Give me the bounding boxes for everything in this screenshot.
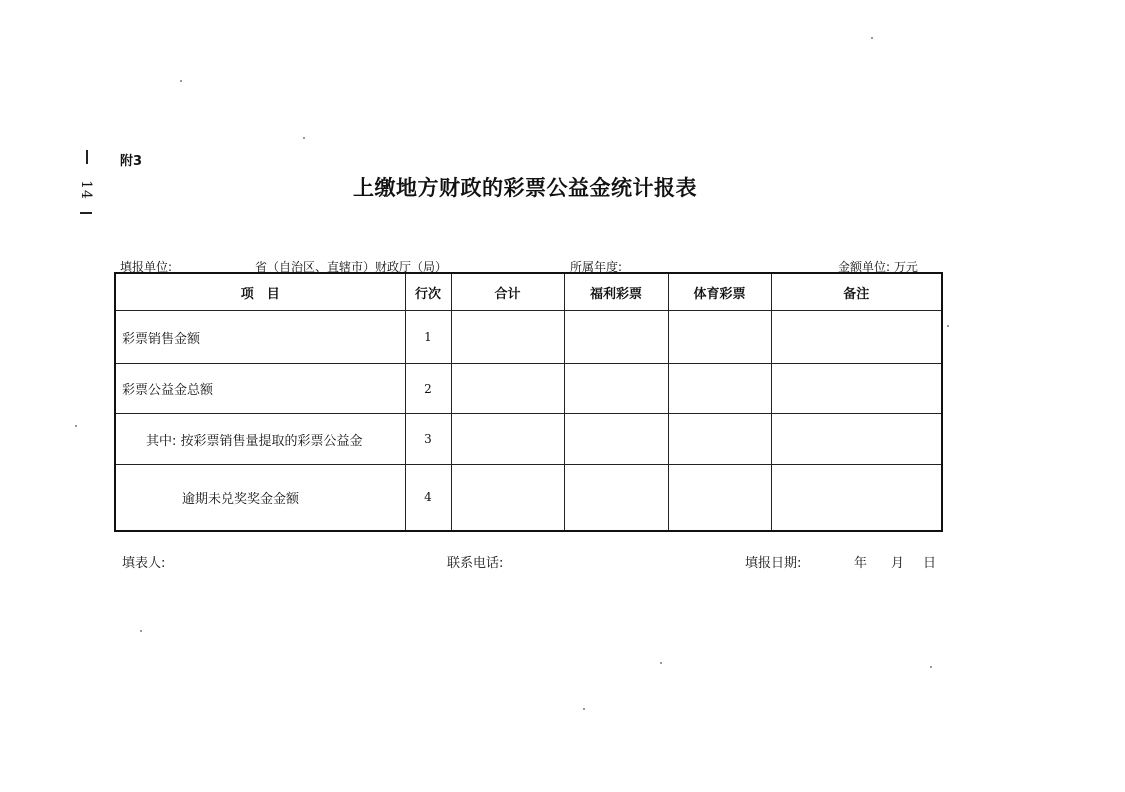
cell-sports[interactable] [668, 414, 771, 465]
cell-sports[interactable] [668, 465, 771, 531]
scan-speck [947, 325, 949, 327]
reporting-unit-value: 省（自治区、直辖市）财政厅（局） [255, 260, 448, 274]
cell-welfare[interactable] [564, 414, 668, 465]
fiscal-year-label: 所属年度: [570, 260, 623, 274]
header-item: 项 目 [115, 273, 405, 311]
scan-speck [140, 630, 142, 632]
row-number: 4 [405, 465, 451, 531]
cell-total[interactable] [451, 414, 564, 465]
page-number-dash-bottom [80, 212, 92, 214]
scan-speck [303, 137, 305, 139]
cell-total[interactable] [451, 465, 564, 531]
row-item-sales-amount: 彩票销售金额 [115, 311, 405, 364]
preparer-label: 填表人: [122, 556, 166, 571]
table-row [115, 311, 942, 364]
cell-welfare[interactable] [564, 465, 668, 531]
row-number: 2 [405, 364, 451, 414]
row-item-fund-by-sales: 其中: 按彩票销售量提取的彩票公益金 [115, 414, 405, 465]
table-row [115, 364, 942, 414]
report-date-label: 填报日期: [745, 556, 802, 571]
header-remark: 备注 [771, 273, 942, 311]
table-row [115, 414, 942, 465]
cell-sports[interactable] [668, 364, 771, 414]
scan-speck [180, 80, 182, 82]
header-row-number: 行次 [405, 273, 451, 311]
amount-unit-label: 金额单位: 万元 [838, 260, 918, 274]
cell-remark[interactable] [771, 311, 942, 364]
scan-speck [930, 666, 932, 668]
scan-speck [660, 662, 662, 664]
attachment-label: 附3 [120, 154, 143, 169]
scan-speck [75, 425, 77, 427]
cell-remark[interactable] [771, 414, 942, 465]
phone-label: 联系电话: [447, 556, 504, 571]
row-item-fund-total: 彩票公益金总额 [115, 364, 405, 414]
header-welfare-lottery: 福利彩票 [564, 273, 668, 311]
page-number-value: 14 [77, 180, 94, 200]
scan-speck [871, 37, 873, 39]
cell-total[interactable] [451, 311, 564, 364]
lottery-fund-table [114, 272, 943, 532]
cell-welfare[interactable] [564, 311, 668, 364]
cell-remark[interactable] [771, 465, 942, 531]
date-year-label: 年 [854, 556, 868, 571]
date-month-label: 月 [891, 556, 905, 571]
reporting-unit-label: 填报单位: [120, 260, 173, 274]
cell-sports[interactable] [668, 311, 771, 364]
document-title: 上缴地方财政的彩票公益金统计报表 [353, 175, 697, 200]
row-item-unclaimed-prizes: 逾期未兑奖奖金金额 [115, 465, 405, 531]
cell-remark[interactable] [771, 364, 942, 414]
cell-total[interactable] [451, 364, 564, 414]
row-number: 3 [405, 414, 451, 465]
row-number: 1 [405, 311, 451, 364]
page-number-dash-top [86, 150, 88, 164]
date-day-label: 日 [923, 556, 937, 571]
table-header-row [115, 273, 942, 311]
header-total: 合计 [451, 273, 564, 311]
header-sports-lottery: 体育彩票 [668, 273, 771, 311]
table-row [115, 465, 942, 531]
scan-speck [583, 708, 585, 710]
cell-welfare[interactable] [564, 364, 668, 414]
